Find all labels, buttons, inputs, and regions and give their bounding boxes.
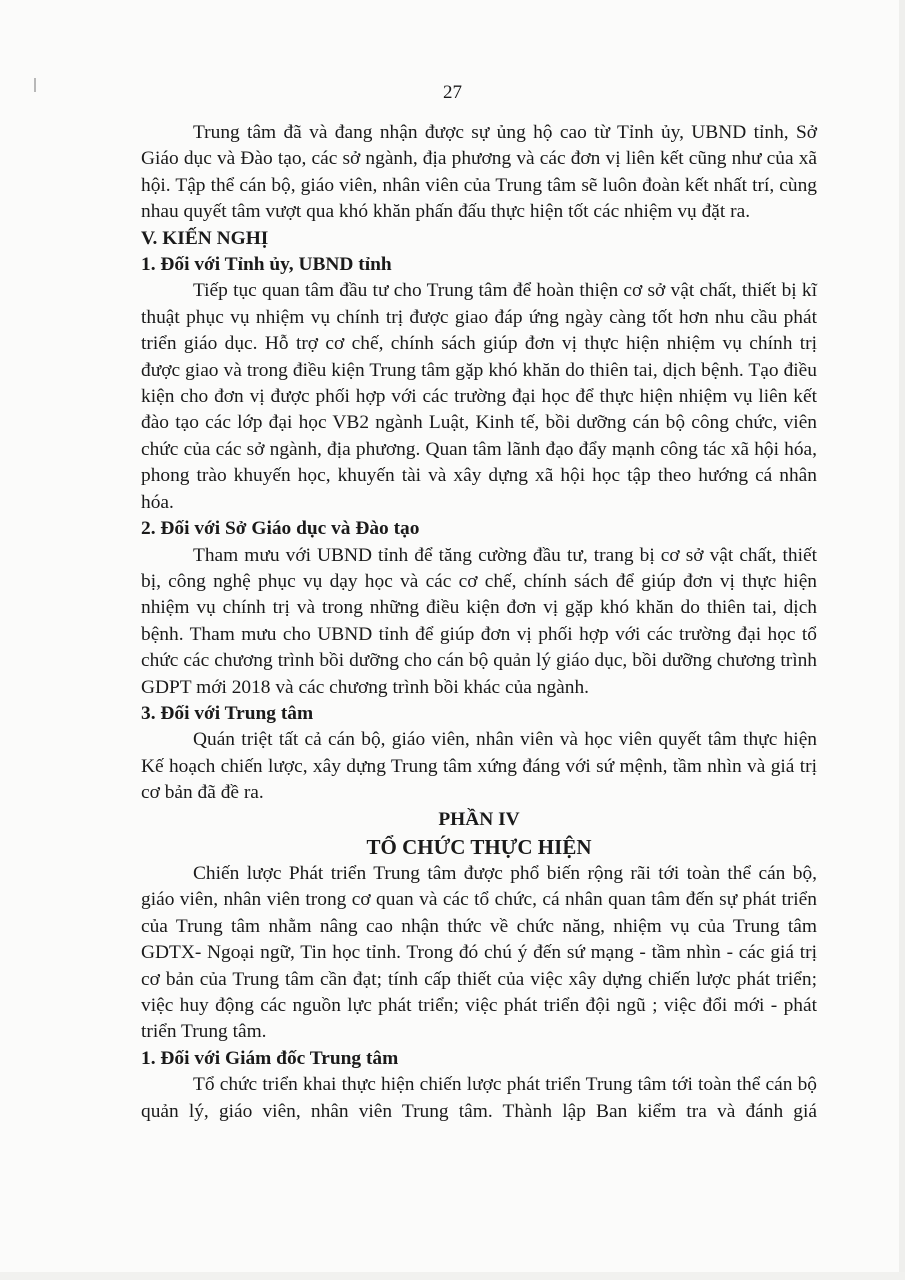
- paragraph-provincial-committee: Tiếp tục quan tâm đầu tư cho Trung tâm để hoàn thiện cơ sở vật chất, thiết bị kĩ thuật phục vụ nhiệm vụ chính trị được giao đáp ứng ngày càng tốt hơn nhu cầu phát triển giáo dục. Hỗ trợ cơ chế, chính sách giúp đơn vị thực hiện nhiệm vụ chính trị được giao và trong điều kiện Trung tâm gặp khó khăn do thiên tai, dịch bệnh. Tạo điều kiện cho đơn vị được phối hợp với các trường đại học để thực hiện nhiệm vụ liên kết đào tạo các lớp đại học VB2 ngành Luật, Kinh tế, bồi dưỡng cán bộ công chức, viên chức của các sở ngành, địa phương. Quan tâm lãnh đạo đẩy mạnh công tác xã hội hóa, phong trào khuyến học, khuyến tài và xây dựng xã hội học tập theo hướng cá nhân hóa.: [141, 280, 817, 513]
- subheading-provincial-committee: 1. Đối với Tỉnh ủy, UBND tỉnh: [141, 254, 392, 276]
- scan-edge-bottom: [0, 1272, 905, 1280]
- paragraph-center: Quán triệt tất cả cán bộ, giáo viên, nhân viên và học viên quyết tâm thực hiện Kế hoạch chiến lược, xây dựng Trung tâm xứng đáng với sứ mệnh, tầm nhìn và giá trị cơ bản đã đề ra.: [141, 729, 817, 804]
- section-heading-recommendations: V. KIẾN NGHỊ: [141, 227, 269, 249]
- paragraph-department-education: Tham mưu với UBND tỉnh để tăng cường đầu tư, trang bị cơ sở vật chất, thiết bị, công nghệ phục vụ dạy học và các cơ chế, chính sách để giúp đơn vị thực hiện nhiệm vụ chính trị và trong những điều kiện đơn vị gặp khó khăn do thiên tai, dịch bệnh. Tham mưu cho UBND tỉnh để giúp đơn vị phối hợp với các trường đại học tổ chức các chương trình bồi dưỡng cho cán bộ quản lý giáo dục, bồi dưỡng chương trình GDPT mới 2018 và các chương trình bồi khác của ngành.: [141, 544, 817, 698]
- subheading-director: 1. Đối với Giám đốc Trung tâm: [141, 1047, 399, 1069]
- part-heading: PHẦN IV: [438, 808, 520, 830]
- part-title: TỔ CHỨC THỰC HIỆN: [366, 834, 592, 859]
- scan-edge-right: [899, 0, 905, 1280]
- subheading-center: 3. Đối với Trung tâm: [141, 702, 314, 724]
- document-body: [141, 120, 817, 1125]
- paragraph-support: Trung tâm đã và đang nhận được sự ủng hộ cao từ Tỉnh ủy, UBND tỉnh, Sở Giáo dục và Đào tạo, các sở ngành, địa phương và các đơn vị liên kết cũng như của xã hội. Tập thể cán bộ, giáo viên, nhân viên của Trung tâm sẽ luôn đoàn kết nhất trí, cùng nhau quyết tâm vượt qua khó khăn phấn đấu thực hiện tốt các nhiệm vụ đặt ra.: [141, 122, 817, 223]
- subheading-department-education: 2. Đối với Sở Giáo dục và Đào tạo: [141, 518, 420, 540]
- page-number: 27: [443, 82, 462, 103]
- paragraph-implementation: Chiến lược Phát triển Trung tâm được phổ biến rộng rãi tới toàn thể cán bộ, giáo viên, nhân viên trong cơ quan và các tổ chức, cá nhân quan tâm đến sự phát triển của Trung tâm nhằm nâng cao nhận thức về chức năng, nhiệm vụ của Trung tâm GDTX- Ngoại ngữ, Tin học tỉnh. Trong đó chú ý đến sứ mạng - tầm nhìn - các giá trị cơ bản của Trung tâm cần đạt; tính cấp thiết của việc xây dựng chiến lược phát triển; việc huy động các nguồn lực phát triển; việc phát triển đội ngũ ; việc đổi mới - phát triển Trung tâm.: [141, 862, 817, 1043]
- paragraph-director: Tổ chức triển khai thực hiện chiến lược phát triển Trung tâm tới toàn thể cán bộ quản lý, giáo viên, nhân viên Trung tâm. Thành lập Ban kiểm tra và đánh giá: [141, 1074, 817, 1122]
